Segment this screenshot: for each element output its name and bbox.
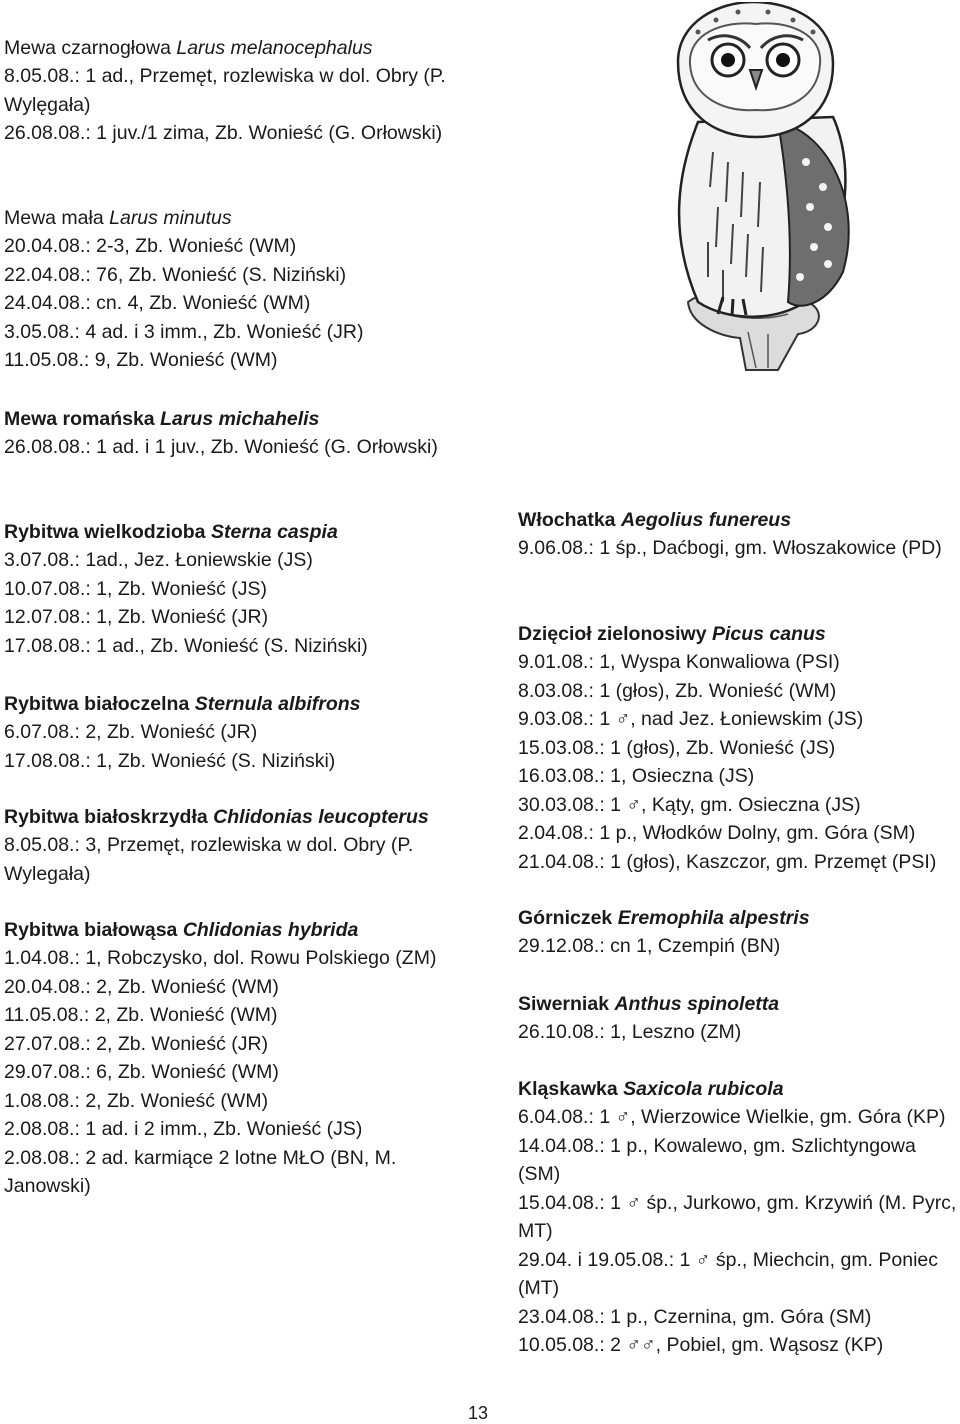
species-heading bbox=[518, 1075, 958, 1103]
record: 8.05.08.: 1 ad., Przemęt, rozlewiska w dol. Obry (P. Wylęgała) bbox=[4, 65, 446, 116]
record: 12.07.08.: 1, Zb. Wonieść (JR) bbox=[4, 606, 269, 628]
latin-name: Sternula albifrons bbox=[194, 693, 361, 715]
record: 8.03.08.: 1 (głos), Zb. Wonieść (WM) bbox=[518, 679, 837, 702]
latin-name: Larus minutus bbox=[109, 207, 232, 229]
record: 2.08.08.: 2 ad. karmiące 2 lotne MŁO (BN, M. Janowski) bbox=[4, 1146, 397, 1197]
latin-name: Chlidonias hybrida bbox=[182, 919, 359, 941]
record: 9.01.08.: 1, Wyspa Konwaliowa (PSI) bbox=[518, 651, 840, 673]
record: 2.08.08.: 1 ad. i 2 imm., Zb. Wonieść (JS) bbox=[4, 1118, 363, 1140]
record: 17.08.08.: 1, Zb. Wonieść (S. Niziński) bbox=[4, 749, 336, 772]
record: 27.07.08.: 2, Zb. Wonieść (JR) bbox=[4, 1032, 269, 1055]
record: 24.04.08.: cn. 4, Zb. Wonieść (WM) bbox=[4, 292, 311, 314]
species-heading bbox=[4, 204, 474, 232]
species-entry bbox=[518, 904, 958, 961]
record: 3.05.08.: 4 ad. i 3 imm., Zb. Wonieść (JR) bbox=[4, 320, 364, 343]
record: 11.05.08.: 9, Zb. Wonieść (WM) bbox=[4, 349, 278, 371]
latin-name: Aegolius funereus bbox=[620, 509, 792, 531]
species-heading bbox=[518, 904, 958, 932]
record: 6.07.08.: 2, Zb. Wonieść (JR) bbox=[4, 721, 258, 743]
latin-name: Larus melanocephalus bbox=[176, 37, 373, 59]
common-name: Dzięcioł zielonosiwy bbox=[518, 623, 707, 645]
record: 1.04.08.: 1, Robczysko, dol. Rowu Polskiego (ZM) bbox=[4, 947, 437, 969]
common-name: Kląskawka bbox=[518, 1078, 618, 1100]
record: 23.04.08.: 1 p., Czernina, gm. Góra (SM) bbox=[518, 1305, 872, 1328]
species-entry bbox=[4, 34, 474, 148]
record: 26.08.08.: 1 juv./1 zima, Zb. Wonieść (G. Orłowski) bbox=[4, 122, 443, 144]
record: 29.07.08.: 6, Zb. Wonieść (WM) bbox=[4, 1061, 279, 1083]
record: 9.06.08.: 1 śp., Daćbogi, gm. Włoszakowice (PD) bbox=[518, 537, 942, 559]
record: 26.10.08.: 1, Leszno (ZM) bbox=[518, 1021, 742, 1043]
species-entry bbox=[518, 506, 958, 563]
species-entry bbox=[518, 620, 958, 876]
latin-name: Anthus spinoletta bbox=[614, 993, 780, 1015]
record: 6.04.08.: 1 ♂, Wierzowice Wielkie, gm. Góra (KP) bbox=[518, 1106, 946, 1128]
record: 2.04.08.: 1 p., Włodków Dolny, gm. Góra (SM) bbox=[518, 822, 916, 844]
common-name: Mewa mała bbox=[4, 207, 104, 229]
species-heading bbox=[4, 518, 474, 546]
common-name: Mewa czarnogłowa bbox=[4, 37, 171, 59]
record: 22.04.08.: 76, Zb. Wonieść (S. Niziński) bbox=[4, 263, 347, 286]
record: 15.03.08.: 1 (głos), Zb. Wonieść (JS) bbox=[518, 736, 836, 759]
latin-name: Chlidonias leucopterus bbox=[213, 806, 429, 828]
species-heading bbox=[4, 34, 474, 62]
latin-name: Eremophila alpestris bbox=[617, 907, 810, 929]
record: 10.05.08.: 2 ♂♂, Pobiel, gm. Wąsosz (KP) bbox=[518, 1334, 884, 1356]
species-entry bbox=[4, 405, 474, 462]
latin-name: Picus canus bbox=[711, 623, 826, 645]
latin-name: Saxicola rubicola bbox=[623, 1078, 784, 1100]
species-heading bbox=[4, 916, 474, 944]
species-heading bbox=[4, 690, 474, 718]
species-entry bbox=[518, 1075, 958, 1360]
record: 1.08.08.: 2, Zb. Wonieść (WM) bbox=[4, 1089, 269, 1112]
record: 21.04.08.: 1 (głos), Kaszczor, gm. Przemęt (PSI) bbox=[518, 850, 937, 873]
record: 14.04.08.: 1 p., Kowalewo, gm. Szlichtyngowa (SM) bbox=[518, 1134, 916, 1185]
common-name: Górniczek bbox=[518, 907, 613, 929]
record: 15.04.08.: 1 ♂ śp., Jurkowo, gm. Krzywiń (M. Pyrc, MT) bbox=[518, 1191, 957, 1242]
record: 26.08.08.: 1 ad. i 1 juv., Zb. Wonieść (G. Orłowski) bbox=[4, 436, 438, 458]
species-entry bbox=[518, 990, 958, 1047]
latin-name: Larus michahelis bbox=[160, 408, 320, 430]
record: 29.12.08.: cn 1, Czempiń (BN) bbox=[518, 935, 781, 957]
record: 30.03.08.: 1 ♂, Kąty, gm. Osieczna (JS) bbox=[518, 793, 861, 816]
common-name: Rybitwa białoczelna bbox=[4, 693, 190, 715]
record: 3.07.08.: 1ad., Jez. Łoniewskie (JS) bbox=[4, 549, 313, 571]
record: 11.05.08.: 2, Zb. Wonieść (WM) bbox=[4, 1004, 278, 1026]
species-entry bbox=[4, 518, 474, 660]
species-heading bbox=[4, 405, 474, 433]
species-heading bbox=[518, 506, 958, 534]
record: 10.07.08.: 1, Zb. Wonieść (JS) bbox=[4, 577, 268, 600]
common-name: Siwerniak bbox=[518, 993, 610, 1015]
record: 16.03.08.: 1, Osieczna (JS) bbox=[518, 765, 755, 787]
common-name: Rybitwa białoskrzydła bbox=[4, 806, 208, 828]
species-heading bbox=[518, 990, 958, 1018]
record: 17.08.08.: 1 ad., Zb. Wonieść (S. Niziński) bbox=[4, 634, 368, 657]
record: 20.04.08.: 2-3, Zb. Wonieść (WM) bbox=[4, 235, 297, 257]
common-name: Mewa romańska bbox=[4, 408, 155, 430]
common-name: Włochatka bbox=[518, 509, 616, 531]
record: 8.05.08.: 3, Przemęt, rozlewiska w dol. Obry (P. Wylegała) bbox=[4, 834, 414, 885]
species-entry bbox=[4, 916, 474, 1201]
record: 29.04. i 19.05.08.: 1 ♂ śp., Miechcin, gm. Poniec (MT) bbox=[518, 1248, 939, 1299]
species-entry bbox=[4, 690, 474, 775]
page-number: 13 bbox=[468, 1403, 489, 1423]
latin-name: Sterna caspia bbox=[210, 521, 338, 543]
record: 9.03.08.: 1 ♂, nad Jez. Łoniewskim (JS) bbox=[518, 708, 864, 730]
species-entry bbox=[4, 803, 474, 888]
owl-illustration bbox=[628, 2, 928, 372]
species-heading bbox=[4, 803, 474, 831]
species-entry bbox=[4, 204, 474, 375]
record: 20.04.08.: 2, Zb. Wonieść (WM) bbox=[4, 975, 279, 998]
common-name: Rybitwa białowąsa bbox=[4, 919, 178, 941]
common-name: Rybitwa wielkodzioba bbox=[4, 521, 206, 543]
species-heading bbox=[518, 620, 958, 648]
